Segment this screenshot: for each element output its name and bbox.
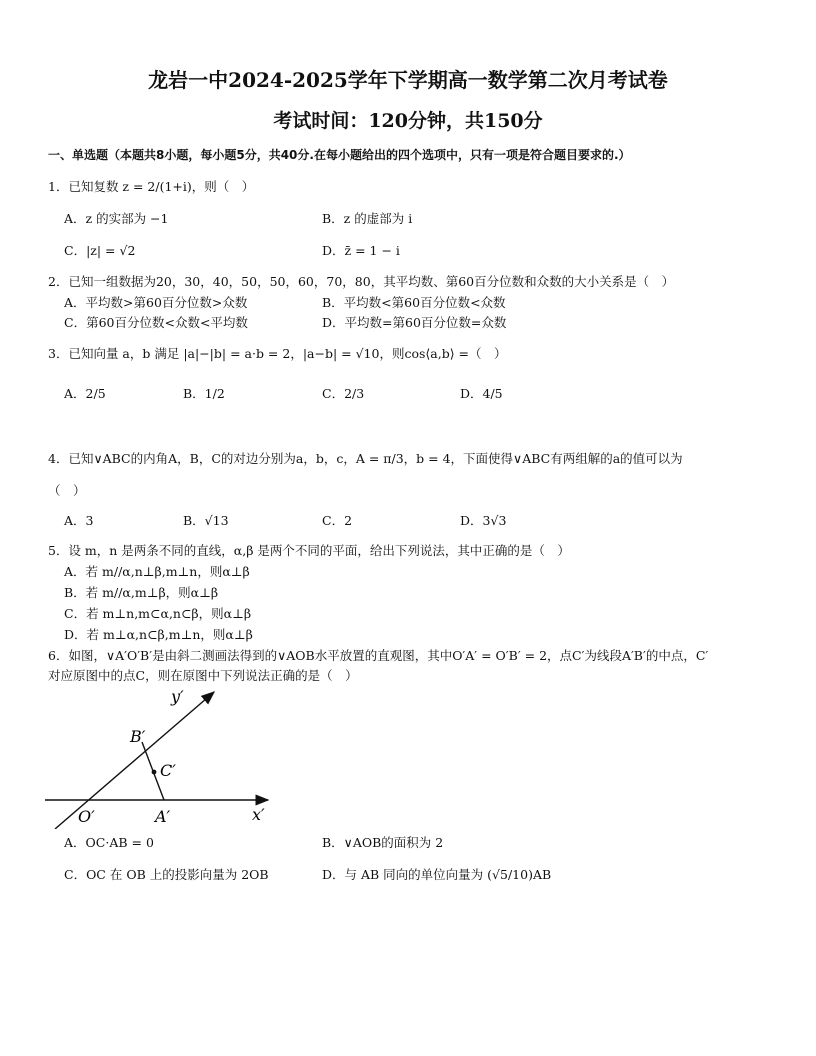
- question-2-stem: 2．已知一组数据为20，30，40，50，50，60，70，80，其平均数、第60百分位数和众数的大小关系是（ ）: [48, 274, 675, 289]
- question-1-option-c: C．|z| = √2: [64, 243, 136, 258]
- point-c: [152, 770, 157, 775]
- question-6-stem: 6．如图，∨A′O′B′是由斜二测画法得到的∨AOB水平放置的直观图，其中O′A′ = O′B′ = 2，点C′为线段A′B′的中点，C′: [48, 648, 709, 663]
- question-2-option-c: C．第60百分位数<众数<平均数: [64, 315, 248, 330]
- label-o: O′: [78, 807, 95, 826]
- question-6-option-b: B．∨AOB的面积为 2: [322, 835, 444, 850]
- question-1-option-b: B．z 的虚部为 i: [322, 211, 413, 226]
- question-1-option-d: D．z̄ = 1 − i: [322, 243, 400, 258]
- question-4-option-b: B．√13: [183, 513, 229, 528]
- question-5-option-c: C．若 m⊥n,m⊂α,n⊂β，则α⊥β: [64, 606, 252, 621]
- question-3-option-a: A．2/5: [64, 386, 106, 401]
- label-b: B′: [130, 727, 146, 746]
- label-c: C′: [160, 761, 176, 780]
- label-a: A′: [155, 807, 171, 826]
- question-5-option-b: B．若 m//α,m⊥β，则α⊥β: [64, 585, 219, 600]
- question-6-option-a: A．OC·AB = 0: [64, 835, 154, 850]
- question-5-stem: 5．设 m，n 是两条不同的直线，α,β 是两个不同的平面，给出下列说法，其中正确的是（ ）: [48, 543, 570, 558]
- question-6-stem-cont: 对应原图中的点C，则在原图中下列说法正确的是（ ）: [48, 668, 358, 683]
- question-6-option-c: C．OC 在 OB 上的投影向量为 2OB: [64, 867, 269, 882]
- label-x: x′: [252, 805, 265, 824]
- question-4-option-c: C．2: [322, 513, 353, 528]
- oblique-projection-figure: [40, 684, 280, 829]
- question-6-option-d: D．与 AB 同向的单位向量为 (√5/10)AB: [322, 867, 552, 882]
- question-3-stem: 3．已知向量 a，b 满足 |a|−|b| = a·b = 2，|a−b| = √10，则cos⟨a,b⟩ =（ ）: [48, 346, 507, 361]
- question-4-stem: 4．已知∨ABC的内角A，B，C的对边分别为a，b，c，A = π/3，b = 4，下面使得∨ABC有两组解的a的值可以为: [48, 451, 683, 466]
- question-3-option-c: C．2/3: [322, 386, 365, 401]
- question-2-option-b: B．平均数<第60百分位数<众数: [322, 295, 506, 310]
- label-y: y′: [171, 687, 184, 706]
- exam-subtitle: 考试时间：120分钟，共150分: [273, 110, 543, 132]
- question-1-stem: 1．已知复数 z = 2/(1+i)，则（ ）: [48, 179, 255, 194]
- question-3-option-d: D．4/5: [460, 386, 503, 401]
- question-3-option-b: B．1/2: [183, 386, 225, 401]
- question-4-option-d: D．3√3: [460, 513, 507, 528]
- exam-title: 龙岩一中2024-2025学年下学期高一数学第二次月考试卷: [148, 68, 668, 92]
- question-2-option-d: D．平均数=第60百分位数=众数: [322, 315, 507, 330]
- question-4-option-a: A．3: [64, 513, 94, 528]
- question-5-option-a: A．若 m//α,n⊥β,m⊥n，则α⊥β: [64, 564, 250, 579]
- section-heading: 一、单选题（本题共8小题，每小题5分，共40分.在每小题给出的四个选项中，只有一项是符合题目要求的.）: [48, 148, 631, 162]
- question-2-option-a: A．平均数>第60百分位数>众数: [64, 295, 248, 310]
- question-1-option-a: A．z 的实部为 −1: [64, 211, 169, 226]
- question-5-option-d: D．若 m⊥α,n⊂β,m⊥n，则α⊥β: [64, 627, 253, 642]
- question-4-stem-cont: （ ）: [48, 483, 86, 498]
